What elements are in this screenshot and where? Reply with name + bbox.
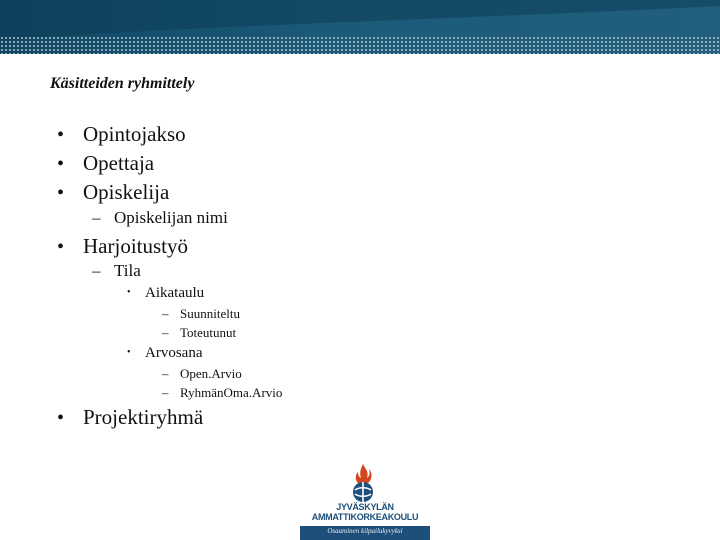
sub-sub-bullet-item xyxy=(127,285,204,302)
bullet-marker: – xyxy=(162,325,169,340)
level4-bullet-item xyxy=(162,306,240,322)
slide-title: Käsitteiden ryhmittely xyxy=(50,75,195,92)
bullet-marker: – xyxy=(92,208,101,227)
bullet-text: Opintojakso xyxy=(83,122,186,146)
logo-name-line1: JYVÄSKYLÄN xyxy=(336,502,394,512)
bullet-marker: – xyxy=(162,306,169,321)
bullet-marker: – xyxy=(92,261,101,280)
bullet-text: Open.Arvio xyxy=(180,366,242,381)
flame-emblem-icon xyxy=(348,462,378,504)
bullet-marker: • xyxy=(127,347,131,358)
bullet-item xyxy=(57,234,188,259)
bullet-item xyxy=(57,405,203,430)
level4-bullet-item xyxy=(162,366,242,382)
logo-slogan: Osaaminen kilpailukyvyksi xyxy=(327,527,403,535)
bullet-text: Tila xyxy=(114,261,141,280)
bullet-marker: • xyxy=(57,182,65,204)
bullet-text: Aikataulu xyxy=(145,285,205,301)
bullet-text: Suunniteltu xyxy=(180,306,240,321)
bullet-item xyxy=(57,151,154,176)
bullet-item xyxy=(57,180,169,205)
bullet-marker: • xyxy=(57,407,65,429)
level4-bullet-item xyxy=(162,325,236,341)
bullet-marker: – xyxy=(162,385,169,400)
bullet-text: Arvosana xyxy=(145,345,203,361)
slogan-bar xyxy=(300,526,430,540)
header-dot-pattern xyxy=(0,36,720,54)
logo-name-line2: AMMATTIKORKEAKOULU xyxy=(311,512,419,522)
bullet-text: Opiskelija xyxy=(83,180,170,204)
bullet-item xyxy=(57,122,186,147)
level4-bullet-item xyxy=(162,385,282,401)
bullet-marker: • xyxy=(57,236,65,258)
bullet-text: RyhmänOma.Arvio xyxy=(180,385,283,400)
sub-bullet-item xyxy=(92,261,141,281)
sub-sub-bullet-item xyxy=(127,345,202,362)
bullet-text: Opiskelijan nimi xyxy=(114,208,228,227)
bullet-text: Opettaja xyxy=(83,151,155,175)
bullet-text: Projektiryhmä xyxy=(83,405,204,429)
bullet-marker: • xyxy=(57,153,65,175)
bullet-marker: • xyxy=(127,287,131,298)
sub-bullet-item xyxy=(92,208,228,228)
bullet-marker: • xyxy=(57,124,65,146)
bullet-marker: – xyxy=(162,366,169,381)
bullet-text: Toteutunut xyxy=(180,325,237,340)
school-logo xyxy=(300,462,430,540)
bullet-text: Harjoitustyö xyxy=(83,234,188,258)
